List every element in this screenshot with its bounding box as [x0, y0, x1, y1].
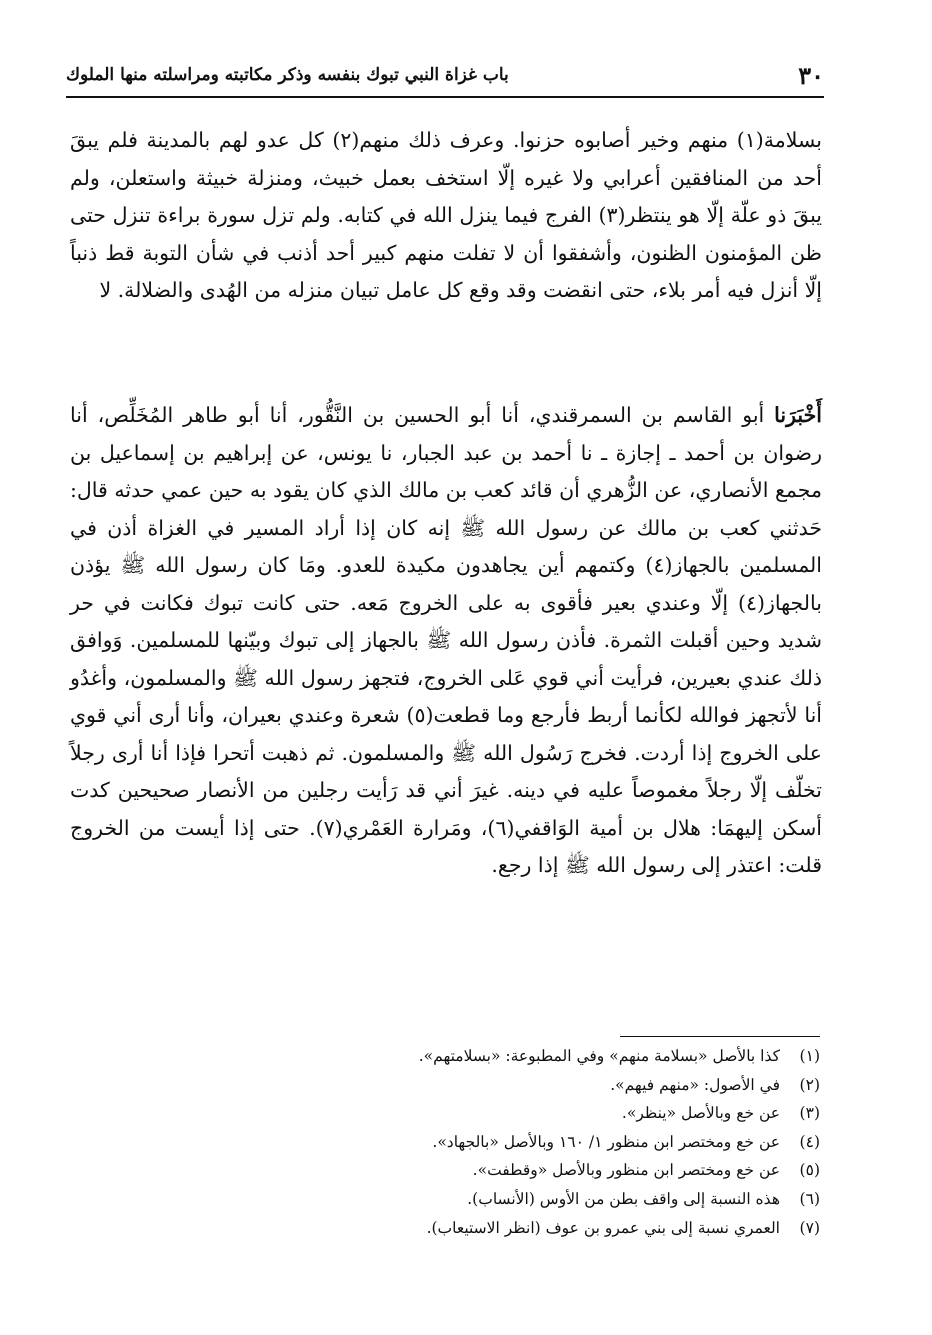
footnote-text: عن خع ومختصر ابن منظور ١/ ١٦٠ وبالأصل «بالجهاد».: [432, 1132, 780, 1151]
footnote-item: [200, 1185, 820, 1214]
footnote-rule: [620, 1036, 820, 1037]
footnote-item: [200, 1099, 820, 1128]
footnote-number: (٧): [799, 1218, 820, 1237]
footnote-number: (٦): [799, 1189, 820, 1208]
footnote-number: (٣): [799, 1104, 820, 1123]
paragraph-text: [70, 397, 822, 885]
body-paragraph-2: [70, 397, 822, 885]
paragraph-body: أبو القاسم بن السمرقندي، أنا أبو الحسين بن النَّقُّور، أنا أبو طاهر المُخَلِّص، أنا رضوان بن أحمد ـ إجازة ـ نا أحمد بن عبد الجبار، نا يونس، عن إبراهيم بن إسماعيل بن مجمع الأنصاري، عن الزُّهري أن قائد كعب بن مالك الذي كان يقود به حين عمي حدثه قال: حَدثني كعب بن مالك عن رسول الله ﷺ إنه كان إذا أراد المسير في الغزاة أذن في المسلمين بالجهاز(٤) وكتمهم أين يجاهدون مكيدة للعدو. ومَا كان رسول الله ﷺ يؤذن بالجهاز(٤) إلّا وعندي بعير فأقوى به على الخروج مَعه. حتى كانت تبوك فكانت في حر شديد وحين أقبلت الثمرة. فأذن رسول الله ﷺ بالجهاز إلى تبوك وبيّنها للمسلمين. وَوافق ذلك عندي بعيرين، فرأيت أني قوي عَلى الخروج، فتجهز رسول الله ﷺ والمسلمون، وأغدُو أنا لأتجهز فوالله لكأنما أربط فأرجع وما قطعت(٥) شعرة وعندي بعيران، وأنا أرى أني قوي على الخروج إذا أردت. فخرج رَسُول الله ﷺ والمسلمون. ثم ذهبت أتحرا فإذا أنا أرى رجلاً تخلّف إلّا رجلاً مغموصاً عليه في دينه. غيرَ أني قد رَأيت رجلين من الأنصار صحيحين كدت أسكن إليهمَا: هلال بن أمية الوَاقفي(٦)، ومَرارة العَمْري(٧). حتى إذا أيست من الخروج قلت: اعتذر إلى رسول الله ﷺ إذا رجع.: [70, 403, 823, 877]
footnote-text: العمري نسبة إلى بني عمرو بن عوف (انظر الاستيعاب).: [426, 1218, 780, 1237]
footnote-text: في الأصول: «منهم فيهم».: [610, 1075, 780, 1094]
footnote-number: (٢): [799, 1075, 820, 1094]
footnote-number: (١): [799, 1047, 820, 1065]
footnote-text: كذا بالأصل «بسلامة منهم» وفي المطبوعة: «بسلامتهم».: [418, 1047, 780, 1065]
footnote-item: [200, 1042, 820, 1071]
header-rule: [66, 96, 824, 98]
footnote-text: عن خع وبالأصل «ينظر».: [621, 1104, 780, 1123]
footnote-text: عن خع ومختصر ابن منظور وبالأصل «وقطفت».: [472, 1161, 780, 1180]
page-header: [66, 58, 824, 92]
footnote-number: (٥): [799, 1161, 820, 1180]
page-number: ٣٠: [798, 60, 824, 90]
paragraph-text: بسلامة(١) منهم وخير أصابوه حزنوا. وعرف ذلك منهم(٢) كل عدو لهم بالمدينة فلم يبقَ أحد من المنافقين أعرابي ولا غيره إلّا استخف بعمل خبيث، ومنزلة خبيثة واستعلن، ولم يبقَ ذو علّة إلّا هو ينتظر(٣) الفرج فيما ينزل الله في كتابه. ولم تزل سورة براءة تنزل حتى ظن المؤمنون الظنون، وأشفقوا أن لا تفلت منهم كبير أحد أذنب في شأن التوبة قط ذنباً إلّا أنزل فيه أمر بلاء، حتى انقضت وقد وقع كل عامل تبيان منزله من الهُدى والضلالة. ﻻ: [70, 128, 822, 302]
running-title: باب غزاة النبي تبوك بنفسه وذكر مكاتبته ومراسلته منها الملوك: [66, 65, 509, 85]
lead-word: أَخْبَرَنا: [774, 403, 822, 427]
footnotes: [200, 1042, 820, 1242]
body-paragraph-1: [70, 122, 822, 310]
footnote-text: هذه النسبة إلى واقف بطن من الأوس (الأنساب).: [467, 1189, 780, 1208]
footnote-item: [200, 1128, 820, 1157]
footnote-item: [200, 1071, 820, 1100]
footnote-number: (٤): [799, 1132, 820, 1151]
footnote-item: [200, 1214, 820, 1243]
footnote-item: [200, 1156, 820, 1185]
